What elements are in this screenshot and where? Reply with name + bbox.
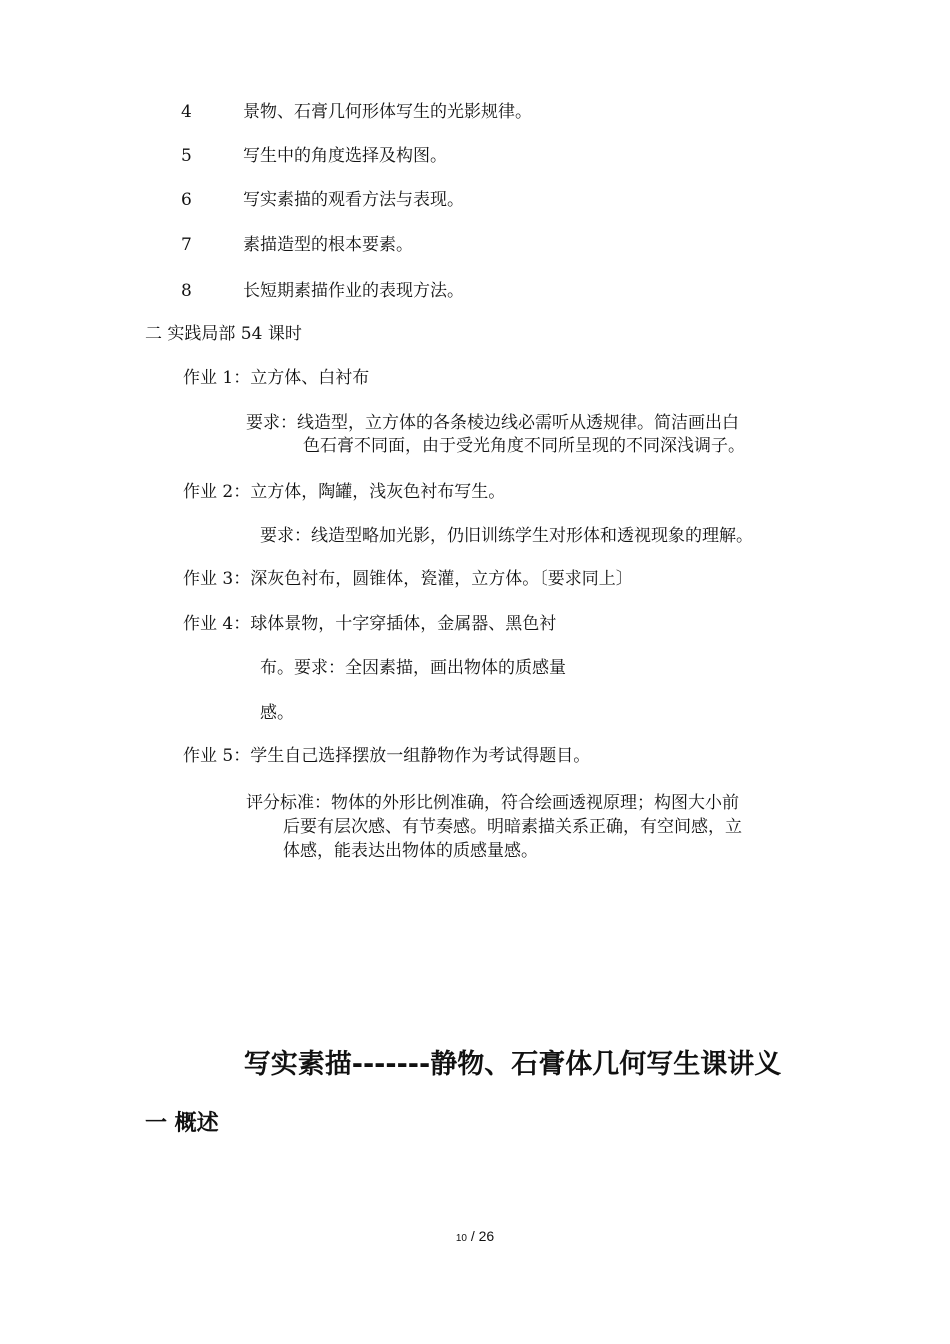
grading-line2: 后要有层次感、有节奏感。明暗素描关系正确，有空间感，立 — [283, 817, 742, 837]
grading-line3: 体感，能表达出物体的质感量感。 — [283, 841, 538, 861]
hw1-requirement-line1: 要求：线造型，立方体的各条棱边线必需听从透规律。简洁画出白 — [246, 413, 739, 433]
list-item: 长短期素描作业的表现方法。 — [243, 281, 464, 301]
hw4-line3: 感。 — [260, 703, 294, 723]
list-item: 景物、石膏几何形体写生的光影规律。 — [243, 102, 532, 122]
section-heading: 一 概述 — [145, 1111, 219, 1136]
hw1-title: 作业 1：立方体、白衬布 — [183, 368, 370, 388]
total-pages: 26 — [478, 1228, 495, 1244]
list-item: 写生中的角度选择及构图。 — [243, 146, 447, 166]
list-number: 6 — [181, 190, 192, 210]
list-number: 4 — [181, 102, 192, 122]
page-title: 写实素描-------静物、石膏体几何写生课讲义 — [243, 1049, 782, 1080]
hw2-title: 作业 2：立方体，陶罐，浅灰色衬布写生。 — [183, 482, 506, 502]
list-number: 5 — [181, 146, 192, 166]
list-item: 素描造型的根本要素。 — [243, 235, 413, 255]
hw5-title: 作业 5：学生自己选择摆放一组静物作为考试得题目。 — [183, 746, 591, 766]
hw3-title: 作业 3：深灰色衬布，圆锥体，瓷灌，立方体。〔要求同上〕 — [183, 569, 633, 589]
list-item: 写实素描的观看方法与表现。 — [243, 190, 464, 210]
practice-heading: 二 实践局部 54 课时 — [145, 324, 302, 344]
hw2-requirement: 要求：线造型略加光影，仍旧训练学生对形体和透视现象的理解。 — [260, 526, 753, 546]
hw4-line2: 布。要求：全因素描，画出物体的质感量 — [260, 658, 566, 678]
grading-line1: 评分标准：物体的外形比例准确，符合绘画透视原理；构图大小前 — [246, 793, 739, 813]
page-number — [0, 1228, 950, 1244]
hw1-requirement-line2: 色石膏不同面，由于受光角度不同所呈现的不同深浅调子。 — [303, 436, 745, 456]
hw4-line1: 作业 4：球体景物，十字穿插体，金属器、黑色衬 — [183, 614, 557, 634]
page-separator: / — [470, 1228, 475, 1244]
current-page: 10 — [455, 1233, 467, 1244]
list-number: 8 — [181, 281, 192, 301]
list-number: 7 — [181, 235, 192, 255]
